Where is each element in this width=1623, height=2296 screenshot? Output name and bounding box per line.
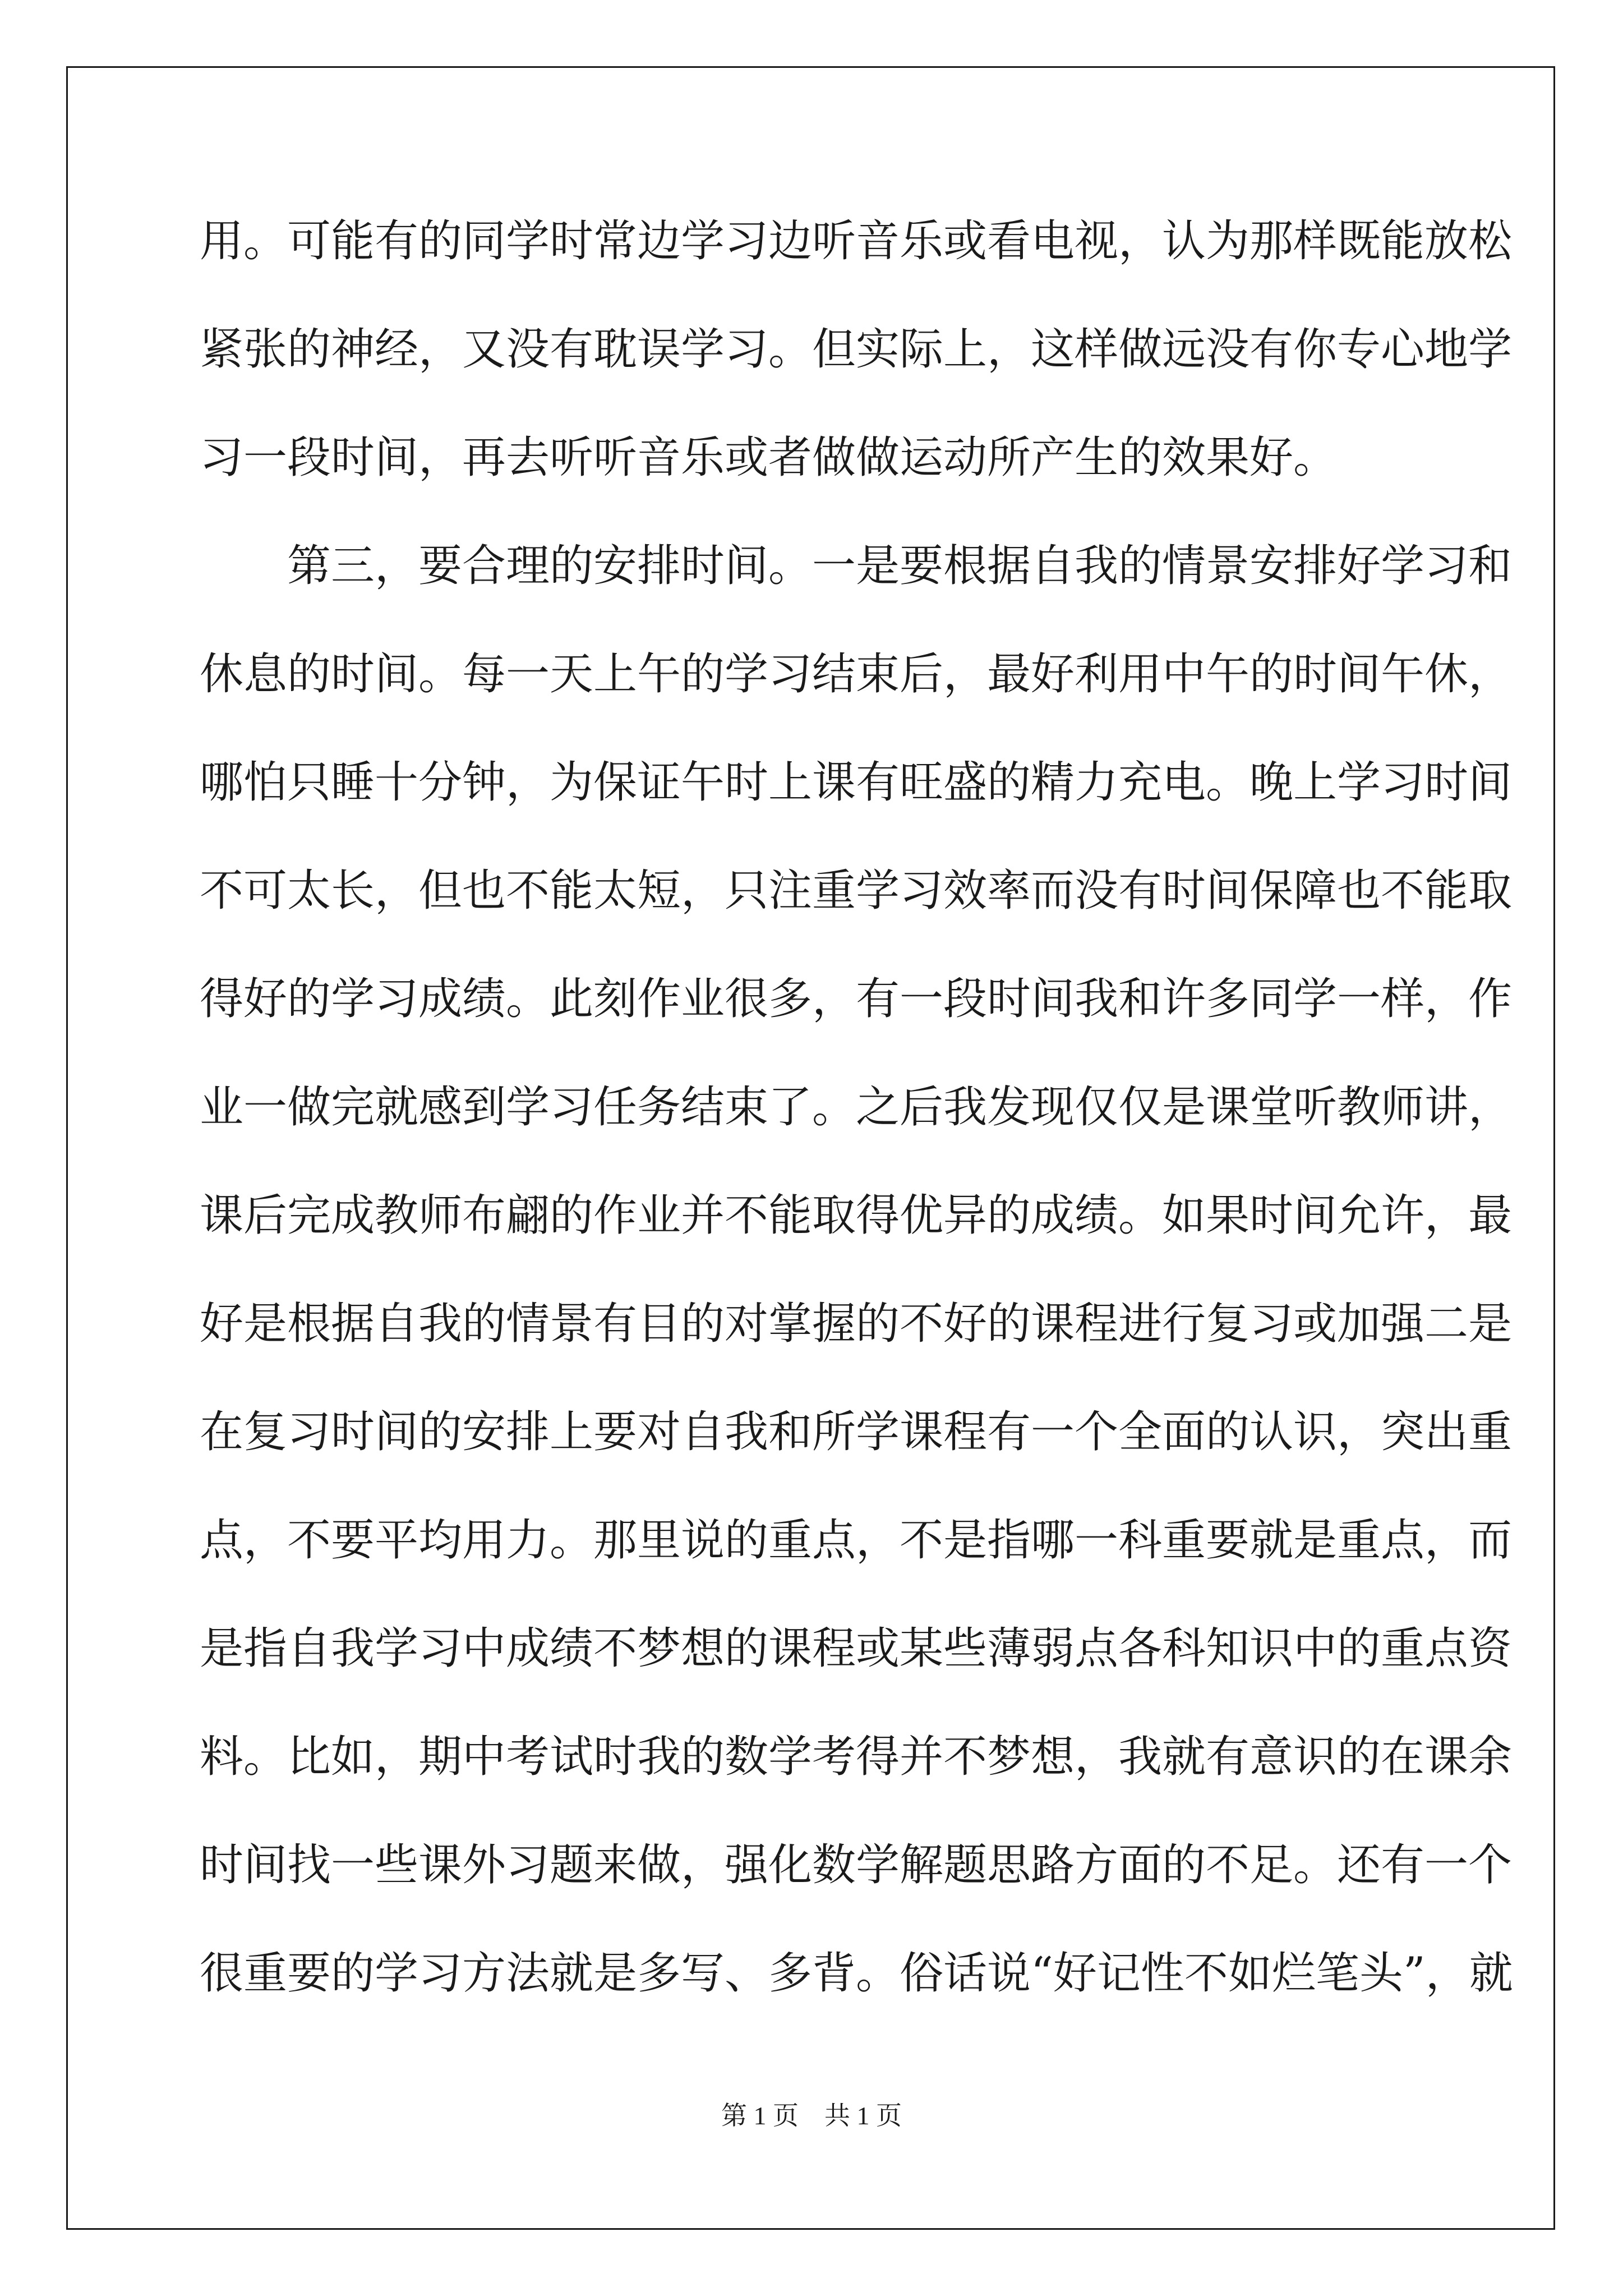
text-line: 是指自我学习中成绩不梦想的课程或某些薄弱点各科知识中的重点资 [200, 1623, 1513, 1674]
text-line: 休息的时间。每一天上午的学习结束后，最好利用中午的时间午休， [200, 649, 1513, 700]
text-line: 紧张的神经，又没有耽误学习。但实际上，这样做远没有你专心地学 [200, 324, 1513, 375]
text-line: 哪怕只睡十分钟，为保证午时上课有旺盛的精力充电。晚上学习时间 [200, 757, 1513, 808]
text-line: 料。比如，期中考试时我的数学考得并不梦想，我就有意识的在课余 [200, 1732, 1513, 1782]
text-line: 不可太长，但也不能太短，只注重学习效率而没有时间保障也不能取 [200, 866, 1513, 916]
text-line: 很重要的学习方法就是多写、多背。俗话说“好记性不如烂笔头”，就 [200, 1948, 1513, 1999]
text-line: 点，不要平均用力。那里说的重点，不是指哪一科重要就是重点，而 [200, 1515, 1513, 1566]
page-number-footer: 第 1 页 共 1 页 [721, 2101, 902, 2130]
text-line: 得好的学习成绩。此刻作业很多，有一段时间我和许多同学一样，作 [200, 974, 1513, 1024]
text-line: 好是根据自我的情景有目的对掌握的不好的课程进行复习或加强二是 [200, 1299, 1513, 1349]
text-line: 业一做完就感到学习任务结束了。之后我发现仅仅是课堂听教师讲， [200, 1082, 1513, 1133]
text-line: 用。可能有的同学时常边学习边听音乐或看电视，认为那样既能放松 [200, 216, 1513, 266]
text-line: 习一段时间，再去听听音乐或者做做运动所产生的效果好。 [200, 432, 1338, 483]
text-line: 在复习时间的安排上要对自我和所学课程有一个全面的认识，突出重 [200, 1407, 1513, 1457]
page-border [66, 66, 1555, 2230]
text-line: 时间找一些课外习题来做，强化数学解题思路方面的不足。还有一个 [200, 1840, 1513, 1890]
text-line: 课后完成教师布翩的作业并不能取得优异的成绩。如果时间允许，最 [200, 1190, 1513, 1241]
paragraph-first-line: 第三，要合理的安排时间。一是要根据自我的情景安排好学习和 [287, 541, 1513, 591]
